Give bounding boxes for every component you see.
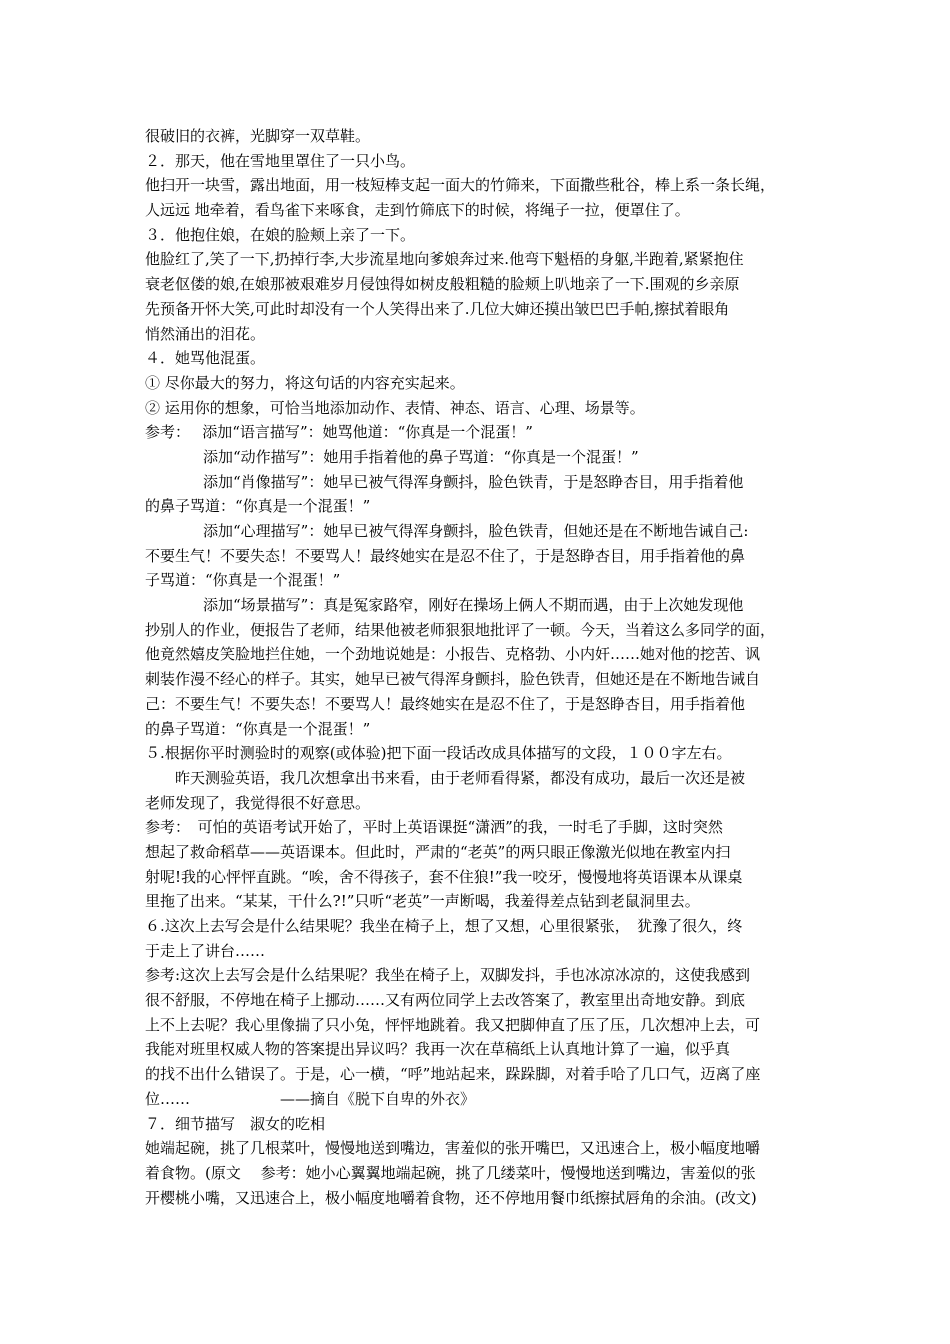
text-line: ３．他抱住娘，在娘的脸颊上亲了一下。 <box>145 225 416 244</box>
text-line: 添加“肖像描写”：她早已被气得浑身颤抖，脸色铁青，于是怒睁杏目，用手指着他 <box>203 472 744 491</box>
text-line: 着食物。(原文 参考：她小心翼翼地端起碗，挑了几缕菜叶，慢慢地送到嘴边，害羞似的张 <box>145 1163 756 1182</box>
text-line: 抄别人的作业，便报告了老师，结果他被老师狠狠地批评了一顿。今天，当着这么多同学的面， <box>145 620 776 639</box>
text-line: 位…… ——摘自《脱下自卑的外衣》 <box>145 1089 476 1108</box>
text-line: ５.根据你平时测验时的观察(或体验)把下面一段话改成具体描写的文段，１００字左右。 <box>145 744 732 763</box>
text-line: ② 运用你的想象，可恰当地添加动作、表情、神态、语言、心理、场景等。 <box>145 398 645 417</box>
text-line: 不要生气！不要失态！不要骂人！最终她实在是忍不住了，于是怒睁杏目，用手指着他的鼻 <box>145 546 746 565</box>
document-page <box>145 124 815 1210</box>
text-line: 参考： 可怕的英语考试开始了，平时上英语课挺“潇洒”的我，一时毛了手脚，这时突然 <box>145 818 723 837</box>
text-line: 参考： 添加“语言描写”：她骂他道：“你真是一个混蛋！” <box>145 423 533 442</box>
text-line: 衰老伛偻的娘,在娘那被艰难岁月侵蚀得如树皮般粗糙的脸颊上叭地亲了一下.围观的乡亲原 <box>145 275 740 294</box>
text-line: 上不上去呢？我心里像揣了只小兔，怦怦地跳着。我又把脚伸直了压了压，几次想冲上去，可 <box>145 1015 761 1034</box>
text-line: 的鼻子骂道：“你真是一个混蛋！” <box>145 497 371 516</box>
text-line: 想起了救命稻草——英语课本。但此时，严肃的“老英”的两只眼正像激光似地在教室内扫 <box>145 842 731 861</box>
text-line: 参考:这次上去写会是什么结果呢？我坐在椅子上，双脚发抖，手也冰凉冰凉的，这使我感到 <box>145 966 751 985</box>
text-line: 昨天测验英语，我几次想拿出书来看，由于老师看得紧，都没有成功，最后一次还是被 <box>175 768 746 787</box>
text-line: 她端起碗，挑了几根菜叶，慢慢地送到嘴边，害羞似的张开嘴巴，又迅速合上，极小幅度地嚼 <box>145 1139 761 1158</box>
text-line: 刺装作漫不经心的样子。其实，她早已被气得浑身颤抖，脸色铁青，但她还是在不断地告诫自 <box>145 670 761 689</box>
text-line: 己：不要生气！不要失态！不要骂人！最终她实在是忍不住了，于是怒睁杏目，用手指着他 <box>145 694 746 713</box>
text-line: 添加“动作描写”：她用手指着他的鼻子骂道：“你真是一个混蛋！” <box>203 447 639 466</box>
text-line: 于走上了讲台…… <box>145 941 266 960</box>
text-line: ４．她骂他混蛋。 <box>145 349 266 368</box>
text-line: 的找不出什么错误了。于是，心一横，“呼”地站起来，跺跺脚，对着手哈了几口气，迈离了座 <box>145 1065 761 1084</box>
text-line: 老师发现了，我觉得很不好意思。 <box>145 793 371 812</box>
text-line: 射呢!我的心怦怦直跳。“唉，舍不得孩子，套不住狼!”我一咬牙，慢慢地将英语课本从课桌 <box>145 867 743 886</box>
text-line: 他竟然嬉皮笑脸地拦住她，一个劲地说她是：小报告、克格勃、小内奸……她对他的挖苦、讽 <box>145 645 761 664</box>
text-line: 很破旧的衣裤，光脚穿一双草鞋。 <box>145 127 371 145</box>
text-line: ６.这次上去写会是什么结果呢？我坐在椅子上，想了又想，心里很紧张， 犹豫了很久，终 <box>145 917 743 935</box>
text-line: 悄然涌出的泪花。 <box>145 324 266 343</box>
text-line: 里拖了出来。“某某，干什么?!”只听“老英”一声断喝，我羞得差点钻到老鼠洞里去。 <box>145 892 700 911</box>
text-line: 他脸红了,笑了一下,扔掉行李,大步流星地向爹娘奔过来.他弯下魁梧的身躯,半跑着,紧紧抱住 <box>145 250 744 269</box>
text-line: 很不舒服，不停地在椅子上挪动……又有两位同学上去改答案了，教室里出奇地安静。到底 <box>145 991 746 1010</box>
text-line: 我能对班里权威人物的答案提出异议吗？我再一次在草稿纸上认真地计算了一遍，似乎真 <box>145 1040 731 1059</box>
text-line: 子骂道：“你真是一个混蛋！” <box>145 571 341 590</box>
text-line: 的鼻子骂道：“你真是一个混蛋！” <box>145 719 371 738</box>
text-line: 他扫开一块雪，露出地面，用一枝短棒支起一面大的竹筛来，下面撒些秕谷，棒上系一条长绳， <box>145 176 776 195</box>
text-line: 添加“心理描写”：她早已被气得浑身颤抖，脸色铁青，但她还是在不断地告诫自己: <box>203 522 749 540</box>
text-line: ① 尽你最大的努力，将这句话的内容充实起来。 <box>145 373 465 392</box>
text-line: 先预备开怀大笑,可此时却没有一个人笑得出来了.几位大婶还摸出皱巴巴手帕,擦拭着眼角 <box>145 299 730 318</box>
text-line: 开樱桃小嘴，又迅速合上，极小幅度地嚼着食物，还不停地用餐巾纸擦拭唇角的余油。(改文) <box>145 1188 757 1207</box>
text-line: ７．细节描写 淑女的吃相 <box>145 1114 326 1133</box>
text-line: 添加“场景描写”：真是冤家路窄，刚好在操场上俩人不期而遇，由于上次她发现他 <box>203 596 744 615</box>
text-line: ２．那天，他在雪地里罩住了一只小鸟。 <box>145 151 416 170</box>
text-line: 人远远 地牵着，看鸟雀下来啄食，走到竹筛底下的时候，将绳子一拉，便罩住了。 <box>145 201 690 220</box>
